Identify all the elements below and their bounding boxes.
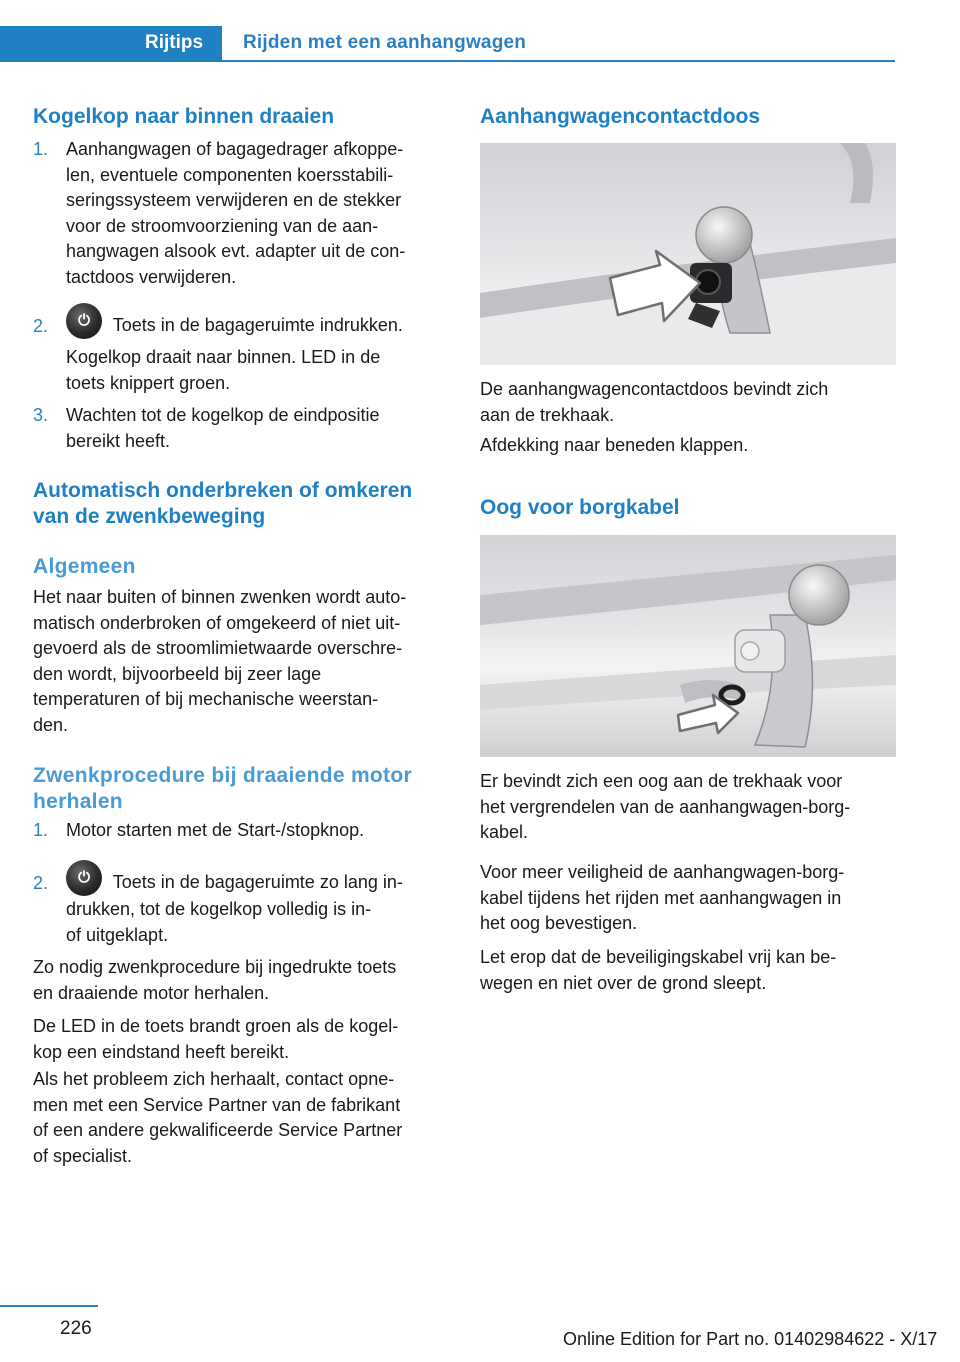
paragraph-afdekking: Afdekking naar beneden klappen. [480,435,749,455]
paragraph-algemeen: Het naar buiten of binnen zwenken wordt auto- matisch onderbroken of omgekeerd of niet uit- gevoerd als de stroomlimietwaarde overschre- den wordt, bijvoorbeeld bij zeer lage temperaturen of bij mechanische weerstan- den. [33,587,407,735]
step-text-cont: drukken, tot de kogelkop volledig is in- of uitgeklapt. [66,899,372,945]
header-section-label: Rijtips [145,32,204,53]
step-text: Aanhangwagen of bagagedrager afkoppe- len, eventuele componenten koersstabili- seringssysteem verwijderen en de stekker voor de stroomvoorziening van de aan- hangwagen alsook evt. adapter uit de con- tactdoos verwijderen. [66,139,406,287]
page-number: 226 [60,1318,92,1339]
heading-oog-borgkabel: Oog voor borgkabel [480,496,680,519]
edition-note: Online Edition for Part no. 01402984622 - X/17 [563,1329,938,1349]
paragraph-oog1: Er bevindt zich een oog aan de trekhaak voor het vergrendelen van de aanhangwagen-borg- kabel. [480,771,851,842]
header-chapter-title: Rijden met een aanhangwagen [243,32,527,53]
step-number: 3. [33,405,49,425]
paragraph-contactdoos: De aanhangwagencontactdoos bevindt zich aan de trekhaak. [480,379,829,425]
paragraph-probleem: Als het probleem zich herhaalt, contact opne- men met een Service Partner van de fabrikant of een andere gekwalificeerde Service Partner of specialist. [33,1069,403,1166]
heading-algemeen: Algemeen [33,555,136,578]
step-number: 1. [33,139,49,159]
heading-contactdoos: Aanhangwagencontactdoos [480,105,761,128]
step-text: Motor starten met de Start-/stopknop. [66,820,365,840]
step-number: 2. [33,316,49,336]
step-text: ⏻ Toets in de bagageruimte indrukken. [66,303,403,343]
footer-rule [0,1305,98,1307]
paragraph-oog3: Let erop dat de beveiligingskabel vrij kan be- wegen en niet over de grond sleept. [480,947,837,993]
step-text: ⏻ Toets in de bagageruimte zo lang in- [66,860,403,900]
step-number: 1. [33,820,49,840]
eyelet-photo [480,535,896,757]
step-text: Wachten tot de kogelkop de eindpositie bereikt heeft. [66,405,380,451]
socket-photo [480,143,896,365]
heading-zwenkprocedure: Zwenkprocedure bij draaiende motor herhalen [33,764,412,813]
page-header [0,26,895,62]
header-rule [222,60,895,62]
paragraph-zo-nodig: Zo nodig zwenkprocedure bij ingedrukte toets en draaiende motor herhalen. [33,957,397,1003]
heading-kogelkop: Kogelkop naar binnen draaien [33,105,335,128]
paragraph-led: De LED in de toets brandt groen als de kogel- kop een eindstand heeft bereikt. [33,1016,399,1062]
step-subtext: Kogelkop draait naar binnen. LED in de toets knippert groen. [66,347,381,393]
step-number: 2. [33,873,49,893]
heading-automatisch: Automatisch onderbreken of omkeren van de zwenkbeweging [33,479,413,528]
trailer-hitch-button-icon: ⏻ [66,303,102,339]
trailer-hitch-button-icon: ⏻ [66,860,102,896]
paragraph-oog2: Voor meer veiligheid de aanhangwagen-borg- kabel tijdens het rijden met aanhangwagen in het oog bevestigen. [480,862,845,933]
